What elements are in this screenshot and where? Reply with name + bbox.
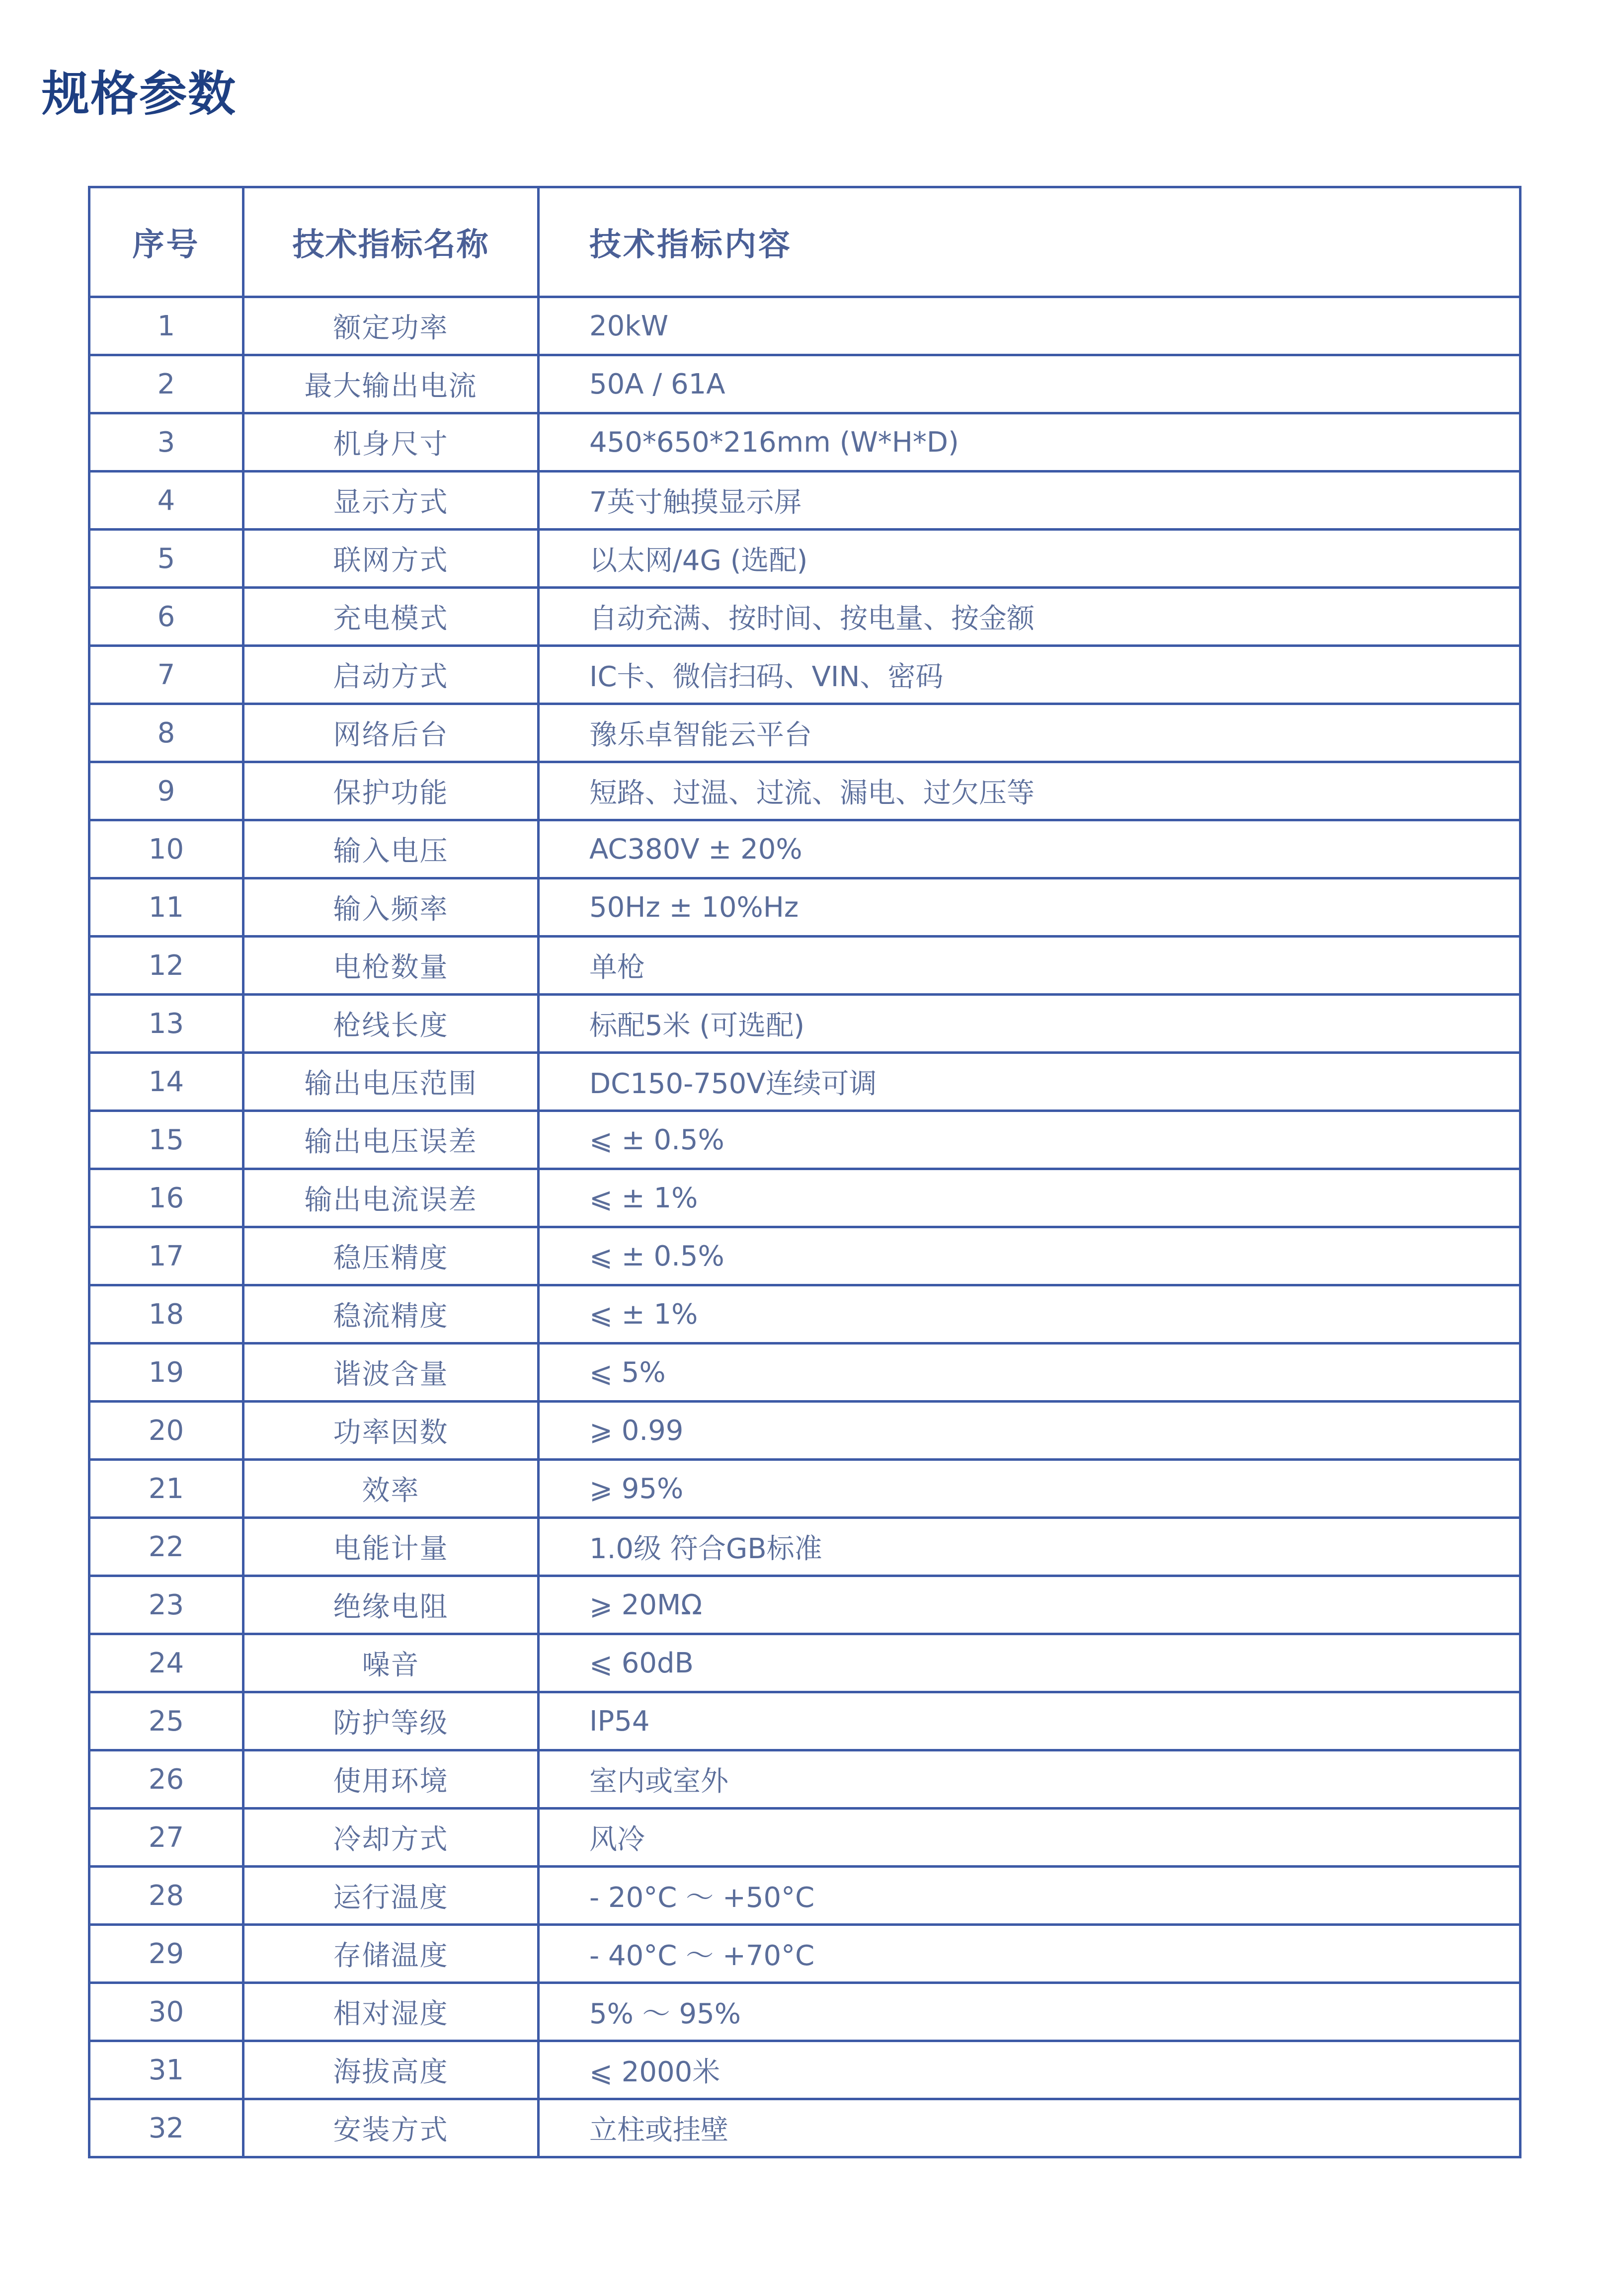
cell-value: 短路、过温、过流、漏电、过欠压等 [539,762,1520,820]
header-value: 技术指标内容 [539,187,1520,297]
cell-index: 23 [89,1576,243,1634]
cell-index: 5 [89,530,243,588]
cell-index: 19 [89,1344,243,1402]
cell-value: 豫乐卓智能云平台 [539,704,1520,762]
cell-index: 15 [89,1111,243,1169]
table-row [89,762,1520,820]
table-row [89,472,1520,530]
cell-value: ⩽ 5% [539,1344,1520,1402]
cell-index: 18 [89,1285,243,1344]
cell-value: 立柱或挂壁 [539,2099,1520,2157]
cell-name: 启动方式 [243,646,539,704]
table-row [89,1692,1520,1750]
page-title: 规格参数 [42,66,237,122]
cell-value: 单枪 [539,937,1520,995]
table-row [89,1634,1520,1692]
table-row [89,297,1520,355]
cell-value: ⩾ 95% [539,1460,1520,1518]
table-row [89,820,1520,878]
cell-index: 3 [89,413,243,472]
cell-name: 电能计量 [243,1518,539,1576]
cell-index: 26 [89,1750,243,1809]
cell-index: 32 [89,2099,243,2157]
cell-index: 29 [89,1925,243,1983]
cell-value: 20kW [539,297,1520,355]
table-row [89,1402,1520,1460]
table-row [89,1518,1520,1576]
cell-name: 输入频率 [243,878,539,937]
header-name: 技术指标名称 [243,187,539,297]
cell-value: 5% ～ 95% [539,1983,1520,2041]
table-row [89,1344,1520,1402]
table-row [89,530,1520,588]
table-body [89,297,1520,2157]
cell-name: 冷却方式 [243,1809,539,1867]
cell-value: 风冷 [539,1809,1520,1867]
spec-table [88,186,1521,2158]
cell-name: 防护等级 [243,1692,539,1750]
table-row [89,995,1520,1053]
table-row [89,1867,1520,1925]
cell-value: 50A / 61A [539,355,1520,413]
table-row [89,1983,1520,2041]
cell-name: 枪线长度 [243,995,539,1053]
cell-value: 450*650*216mm (W*H*D) [539,413,1520,472]
table-row [89,878,1520,937]
cell-index: 1 [89,297,243,355]
cell-value: 自动充满、按时间、按电量、按金额 [539,588,1520,646]
cell-index: 28 [89,1867,243,1925]
table-row [89,1750,1520,1809]
cell-name: 运行温度 [243,1867,539,1925]
cell-value: 室内或室外 [539,1750,1520,1809]
cell-value: 1.0级 符合GB标准 [539,1518,1520,1576]
cell-name: 功率因数 [243,1402,539,1460]
cell-value: ⩾ 0.99 [539,1402,1520,1460]
cell-name: 显示方式 [243,472,539,530]
table-row [89,355,1520,413]
cell-value: IP54 [539,1692,1520,1750]
cell-index: 31 [89,2041,243,2099]
cell-value: 7英寸触摸显示屏 [539,472,1520,530]
cell-index: 13 [89,995,243,1053]
table-row [89,1576,1520,1634]
cell-name: 输出电流误差 [243,1169,539,1227]
cell-name: 充电模式 [243,588,539,646]
cell-index: 30 [89,1983,243,2041]
table-row [89,2099,1520,2157]
cell-value: ⩽ ± 1% [539,1169,1520,1227]
cell-value: 标配5米 (可选配) [539,995,1520,1053]
cell-name: 稳压精度 [243,1227,539,1285]
cell-index: 12 [89,937,243,995]
table-header-row [89,187,1520,297]
cell-name: 输出电压范围 [243,1053,539,1111]
cell-name: 存储温度 [243,1925,539,1983]
cell-name: 效率 [243,1460,539,1518]
cell-value: 以太网/4G (选配) [539,530,1520,588]
cell-name: 网络后台 [243,704,539,762]
cell-value: ⩽ 2000米 [539,2041,1520,2099]
cell-index: 10 [89,820,243,878]
cell-name: 稳流精度 [243,1285,539,1344]
table-row [89,1227,1520,1285]
cell-index: 24 [89,1634,243,1692]
cell-value: ⩽ ± 1% [539,1285,1520,1344]
cell-name: 机身尺寸 [243,413,539,472]
cell-value: ⩽ ± 0.5% [539,1111,1520,1169]
table-row [89,1285,1520,1344]
table-row [89,704,1520,762]
cell-index: 16 [89,1169,243,1227]
table-row [89,413,1520,472]
cell-value: AC380V ± 20% [539,820,1520,878]
cell-value: - 40°C ～ +70°C [539,1925,1520,1983]
cell-index: 7 [89,646,243,704]
cell-value: ⩽ ± 0.5% [539,1227,1520,1285]
cell-name: 保护功能 [243,762,539,820]
cell-name: 绝缘电阻 [243,1576,539,1634]
table-row [89,1053,1520,1111]
cell-index: 11 [89,878,243,937]
table-row [89,1460,1520,1518]
cell-name: 最大输出电流 [243,355,539,413]
cell-index: 14 [89,1053,243,1111]
cell-value: DC150-750V连续可调 [539,1053,1520,1111]
cell-index: 20 [89,1402,243,1460]
table-row [89,1925,1520,1983]
cell-name: 相对湿度 [243,1983,539,2041]
table-row [89,1809,1520,1867]
cell-name: 使用环境 [243,1750,539,1809]
cell-name: 噪音 [243,1634,539,1692]
table-row [89,1111,1520,1169]
cell-index: 22 [89,1518,243,1576]
header-index: 序号 [89,187,243,297]
cell-name: 谐波含量 [243,1344,539,1402]
cell-value: 50Hz ± 10%Hz [539,878,1520,937]
table-row [89,937,1520,995]
cell-index: 25 [89,1692,243,1750]
cell-index: 4 [89,472,243,530]
table-row [89,588,1520,646]
cell-name: 海拔高度 [243,2041,539,2099]
cell-value: IC卡、微信扫码、VIN、密码 [539,646,1520,704]
cell-name: 安装方式 [243,2099,539,2157]
cell-name: 输入电压 [243,820,539,878]
cell-name: 额定功率 [243,297,539,355]
cell-value: ⩽ 60dB [539,1634,1520,1692]
cell-value: ⩾ 20MΩ [539,1576,1520,1634]
table-row [89,2041,1520,2099]
table-row [89,646,1520,704]
cell-name: 电枪数量 [243,937,539,995]
cell-index: 8 [89,704,243,762]
cell-index: 21 [89,1460,243,1518]
cell-name: 输出电压误差 [243,1111,539,1169]
cell-index: 9 [89,762,243,820]
cell-index: 6 [89,588,243,646]
cell-index: 17 [89,1227,243,1285]
cell-index: 2 [89,355,243,413]
cell-value: - 20°C ～ +50°C [539,1867,1520,1925]
cell-index: 27 [89,1809,243,1867]
cell-name: 联网方式 [243,530,539,588]
table-row [89,1169,1520,1227]
